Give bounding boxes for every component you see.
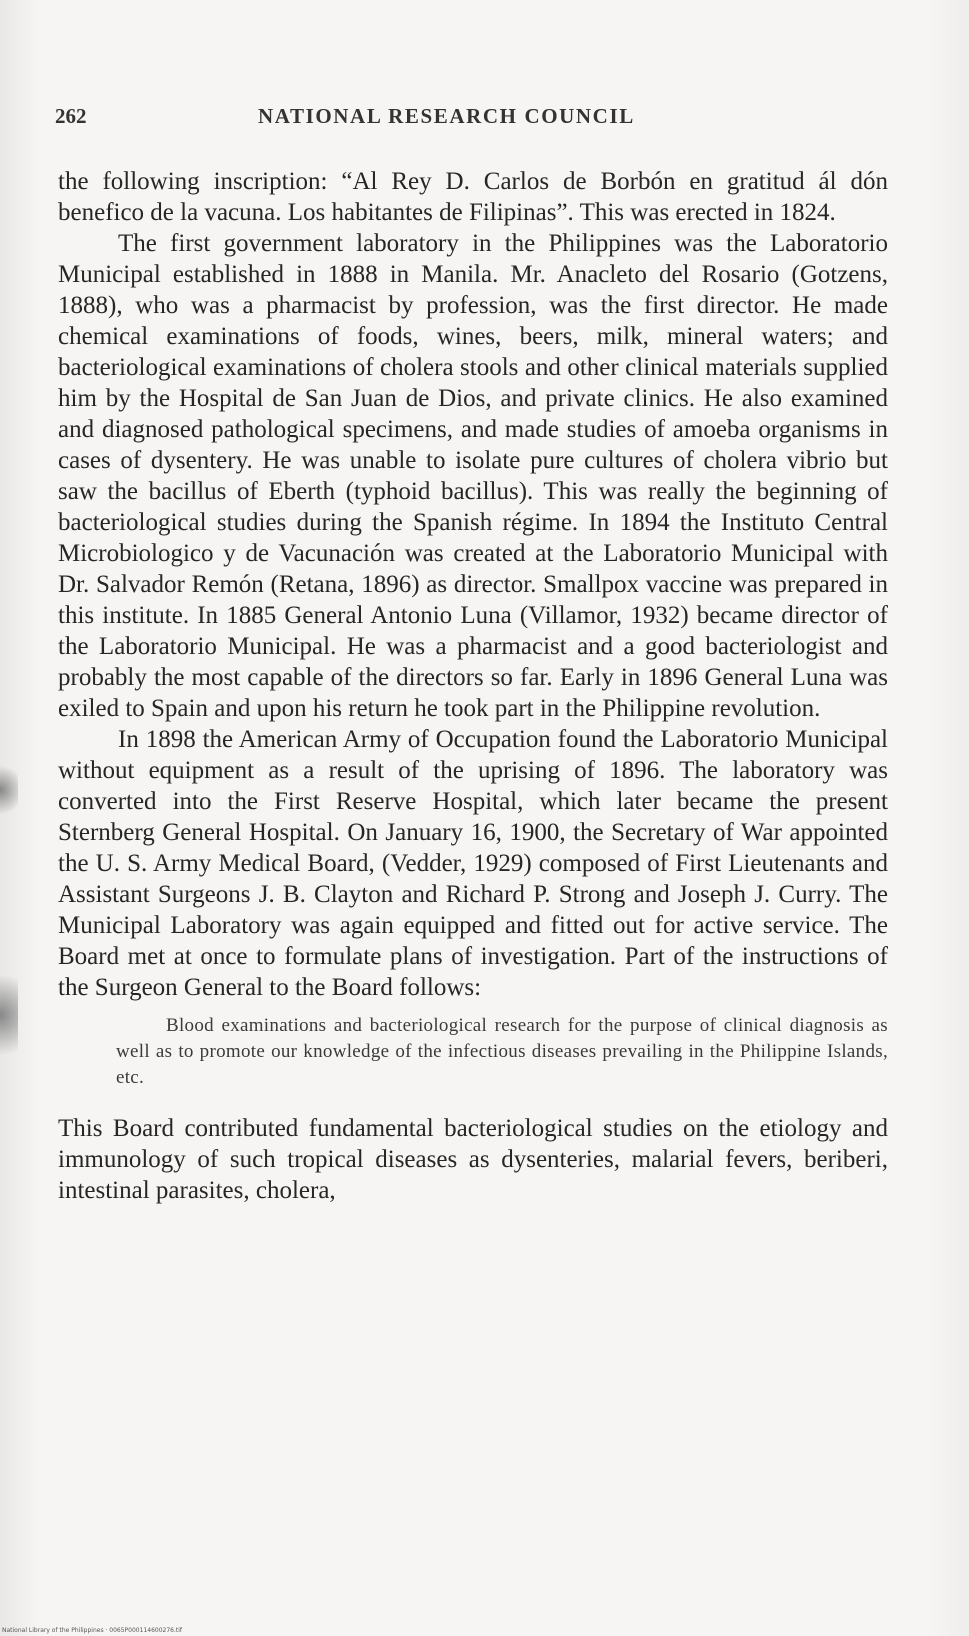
scan-edge-mark <box>0 960 18 1070</box>
paragraph-board-contribution: This Board contributed fundamental bacteriological studies on the etiology and immunology of such tropical diseases as dysenteries, malarial fevers, beriberi, intestinal parasites, cholera, <box>58 1115 888 1204</box>
paragraph-inscription: the following inscription: “Al Rey D. Carlos de Borbón en gratitud ál dón benefico de la vacuna. Los habitantes de Filipinas”. This was erected in 1824. <box>58 168 888 226</box>
page-header <box>55 104 895 134</box>
running-head: NATIONAL RESEARCH COUNCIL <box>258 104 635 128</box>
paragraph-american-army: In 1898 the American Army of Occupation found the Laboratorio Municipal without equipment as a result of the uprising of 1896. The laboratory was converted into the First Reserve Hospital, which later became the present Sternberg General Hospital. On January 16, 1900, the Secretary of War appointed the U. S. Army Medical Board, (Vedder, 1929) composed of First Lieutenants and Assistant Surgeons J. B. Clayton and Richard P. Strong and Joseph J. Curry. The Municipal Laboratory was again equipped and fitted out for active service. The Board met at once to formulate plans of investigation. Part of the instructions of the Surgeon General to the Board follows: <box>58 726 888 1001</box>
paragraph-laboratorio-municipal: The first government laboratory in the Philippines was the Laboratorio Municipal established in 1888 in Manila. Mr. Anacleto del Rosario (Gotzens, 1888), who was a pharmacist by profession, was the first director. He made chemical examinations of foods, wines, beers, milk, mineral waters; and bacteriological examinations of cholera stools and other clinical materials supplied him by the Hospital de San Juan de Dios, and private clinics. He also examined and diagnosed pathological specimens, and made studies of amoeba organisms in cases of dysentery. He was unable to isolate pure cultures of cholera vibrio but saw the bacillus of Eberth (typhoid bacillus). This was really the beginning of bacteriological studies during the Spanish régime. In 1894 the Instituto Central Microbiologico y de Vacunación was created at the Laboratorio Municipal with Dr. Salvador Remón (Retana, 1896) as director. Smallpox vaccine was prepared in this institute. In 1885 General Antonio Luna (Villamor, 1932) became director of the Laboratorio Municipal. He was a pharmacist and a good bacteriologist and probably the most capable of the directors so far. Early in 1896 General Luna was exiled to Spain and upon his return he took part in the Philippine revolution. <box>58 230 888 722</box>
page-number: 262 <box>55 104 87 128</box>
scan-edge-mark <box>0 760 18 820</box>
body-text <box>58 166 888 1206</box>
block-quote: Blood examinations and bacteriological research for the purpose of clinical diagnosis as well as to promote our knowledge of the infectious diseases prevailing in the Philippine Islands, etc. <box>116 1015 888 1088</box>
scan-footer: National Library of the Philippines · 0065P000114600276.tif <box>2 1627 183 1634</box>
